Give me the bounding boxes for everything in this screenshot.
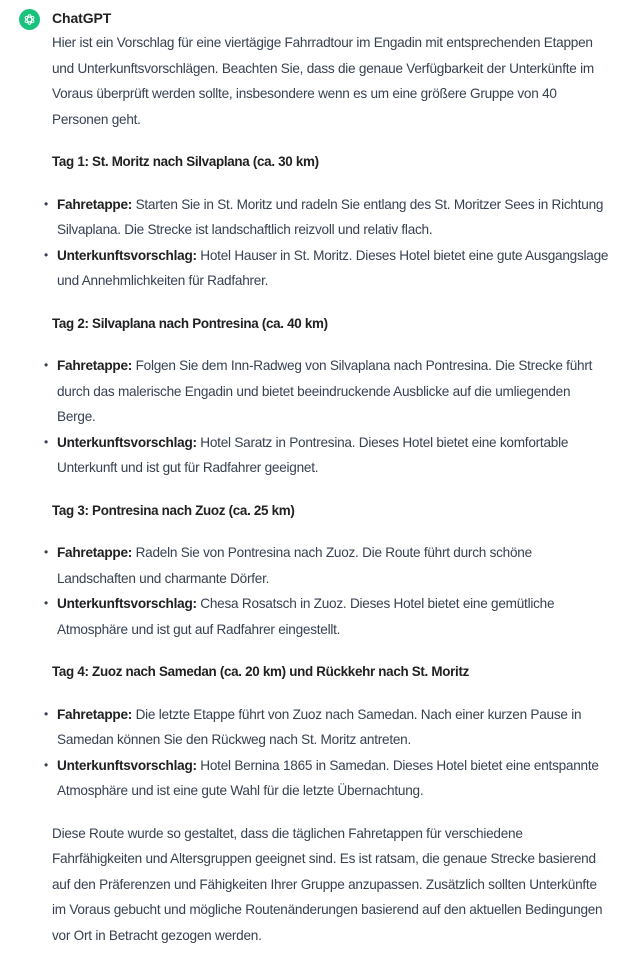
message-content [44,30,612,948]
bullet-icon: • [44,196,48,211]
item-label: Unterkunftsvorschlag: [57,757,197,773]
item-text: Folgen Sie dem Inn-Radweg von Silvaplana nach Pontresina. Die Strecke führt durch das malerische Engadin und bietet beeindruckende Ausblicke auf die umliegenden Berge. [57,358,593,424]
day-heading: Tag 1: St. Moritz nach Silvaplana (ca. 30 km) [52,154,319,169]
list-item [44,591,612,642]
day-list [44,192,612,294]
list-item [44,702,612,753]
day-list [44,353,612,481]
bullet-icon: • [44,358,48,372]
item-label: Fahretappe: [57,358,133,373]
bullet-icon: • [44,545,48,559]
list-item [44,192,612,243]
outro-paragraph: Diese Route wurde so gestaltet, dass die täglichen Fahretappen für verschiedene Fahrfähigkeiten und Altersgruppen geeignet sind. Es ist ratsam, die genaue Strecke basierend auf den Präferenzen und Fähigkeiten Ihrer Gruppe anzupassen. Zusätzlich sollten Unterkünfte im Voraus gebucht und mögliche Routenänderungen basierend auf den aktuellen Bedingungen vor Ort in Betracht gezogen werden. [52,825,603,943]
day-heading: Tag 4: Zuoz nach Samedan (ca. 20 km) und Rückkehr nach St. Moritz [52,664,470,679]
list-item [44,540,612,591]
bullet-icon: • [44,757,48,772]
item-label: Fahretappe: [57,196,133,212]
bullet-icon: • [44,596,48,610]
list-item [44,430,612,481]
item-text: Hotel Hauser in St. Moritz. Dieses Hotel bietet eine gute Ausgangslage und Annehmlichkeiten für Radfahrer. [57,247,609,288]
item-text: Hotel Bernina 1865 in Samedan. Dieses Hotel bietet eine entspannte Atmosphäre und ist eine gute Wahl für die letzte Übernachtung. [57,757,599,798]
list-item [44,753,612,804]
openai-logo-icon [23,13,36,26]
item-label: Unterkunftsvorschlag: [57,596,197,611]
bullet-icon: • [44,706,48,721]
day-heading: Tag 3: Pontresina nach Zuoz (ca. 25 km) [52,502,295,518]
intro-paragraph: Hier ist ein Vorschlag für eine viertägige Fahrradtour im Engadin mit entsprechenden Etappen und Unterkunftsvorschlägen. Beachten Sie, dass die genaue Verfügbarkeit der Unterkünfte im Voraus überprüft werden sollte, insbesondere wenn es um eine größere Gruppe von 40 Personen geht. [52,35,594,127]
day-list [44,540,612,642]
item-label: Unterkunftsvorschlag: [57,434,197,450]
item-text: Hotel Saratz in Pontresina. Dieses Hotel bietet eine komfortable Unterkunft und ist gut für Radfahrer geeignet. [57,434,569,475]
avatar [19,9,40,30]
message-author: ChatGPT [52,10,112,26]
day-heading: Tag 2: Silvaplana nach Pontresina (ca. 40 km) [52,315,328,331]
item-label: Unterkunftsvorschlag: [57,247,197,263]
item-label: Fahretappe: [57,545,133,560]
day-list [44,702,612,804]
item-text: Die letzte Etappe führt von Zuoz nach Samedan. Nach einer kurzen Pause in Samedan können Sie den Rückweg nach St. Moritz antreten. [57,706,582,747]
bullet-icon: • [44,247,48,262]
item-text: Radeln Sie von Pontresina nach Zuoz. Die Route führt durch schöne Landschaften und charmante Dörfer. [57,545,532,586]
list-item [44,353,612,430]
item-label: Fahretappe: [57,706,133,722]
bullet-icon: • [44,434,48,449]
list-item [44,243,612,294]
item-text: Chesa Rosatsch in Zuoz. Dieses Hotel bietet eine gemütliche Atmosphäre und ist gut auf Radfahrer eingestellt. [57,596,555,637]
item-text: Starten Sie in St. Moritz und radeln Sie entlang des St. Moritzer Sees in Richtung Silvaplana. Die Strecke ist landschaftlich reizvoll und relativ flach. [57,196,604,237]
